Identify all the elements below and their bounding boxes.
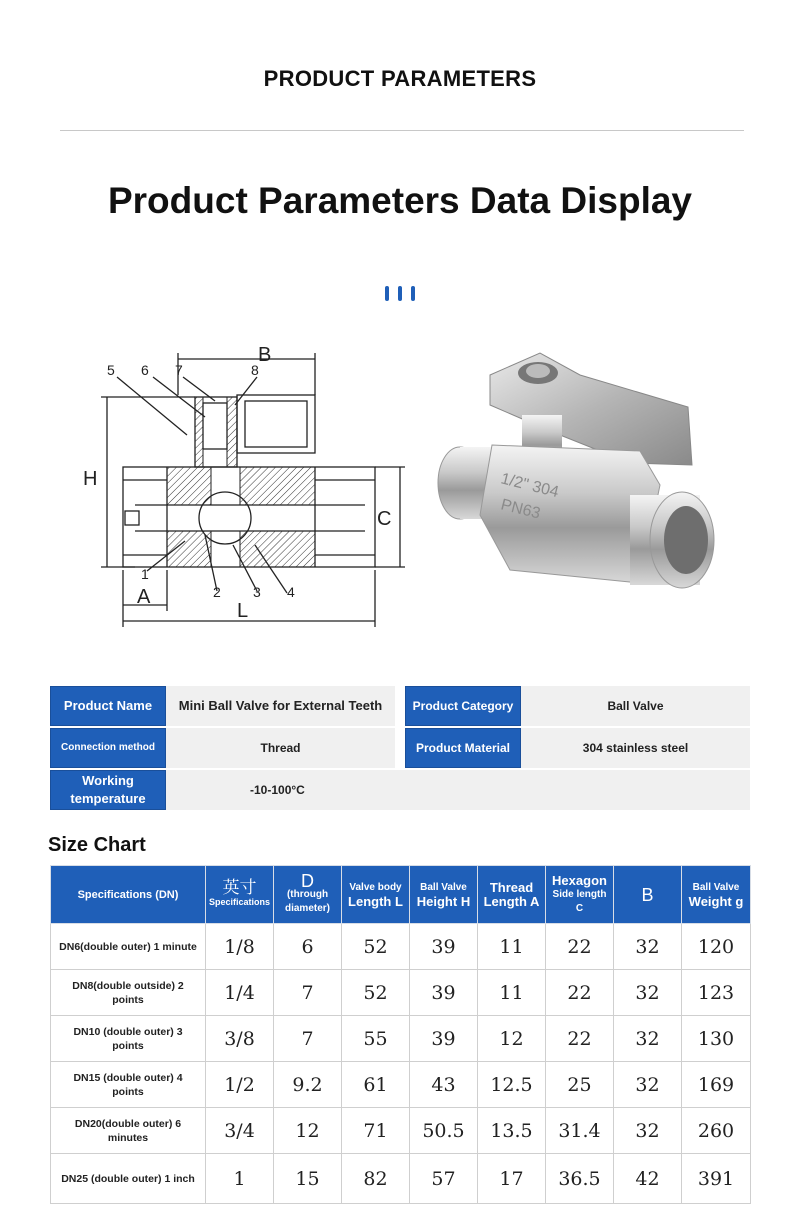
cell-l: 52 xyxy=(342,924,410,970)
part-8-label: 8 xyxy=(251,362,259,378)
table-row xyxy=(51,1062,751,1108)
cell-h: 39 xyxy=(410,970,478,1016)
cell-weight: 123 xyxy=(682,970,751,1016)
cell-d: 12 xyxy=(274,1108,342,1154)
working-temperature-value: -10-100°C xyxy=(166,770,750,810)
cell-c: 22 xyxy=(546,924,614,970)
param-row-2 xyxy=(50,728,750,768)
col-header-height-h: Ball Valve Height H xyxy=(410,866,478,924)
dim-c-label: C xyxy=(377,508,392,530)
col-header-length-a: Thread Length A xyxy=(478,866,546,924)
cell-b: 32 xyxy=(614,924,682,970)
cell-b: 32 xyxy=(614,1016,682,1062)
product-category-label: Product Category xyxy=(405,686,521,726)
cell-l: 71 xyxy=(342,1108,410,1154)
cell-spec: DN6(double outer) 1 minute xyxy=(51,924,206,970)
cell-c: 31.4 xyxy=(546,1108,614,1154)
product-category-value: Ball Valve xyxy=(521,686,750,726)
valve-marking-size: 1/2" 304 xyxy=(499,470,561,502)
part-1-label: 1 xyxy=(141,566,149,582)
page-title: Product Parameters Data Display xyxy=(107,180,692,221)
cell-b: 42 xyxy=(614,1154,682,1204)
dim-l-label: L xyxy=(237,600,249,622)
cell-inch: 1/4 xyxy=(206,970,274,1016)
dim-b-label: B xyxy=(258,344,272,366)
cell-h: 43 xyxy=(410,1062,478,1108)
cell-d: 7 xyxy=(274,1016,342,1062)
cell-l: 61 xyxy=(342,1062,410,1108)
cell-l: 55 xyxy=(342,1016,410,1062)
cell-c: 25 xyxy=(546,1062,614,1108)
cell-c: 22 xyxy=(546,1016,614,1062)
cell-weight: 169 xyxy=(682,1062,751,1108)
section-title: PRODUCT PARAMETERS xyxy=(263,66,537,91)
table-row xyxy=(51,1016,751,1062)
cell-inch: 1 xyxy=(206,1154,274,1204)
decorative-bars xyxy=(385,286,415,301)
col-header-inch: 英寸 Specifications xyxy=(206,866,274,924)
product-material-value: 304 stainless steel xyxy=(521,728,750,768)
part-2-label: 2 xyxy=(213,584,221,600)
table-row xyxy=(51,924,751,970)
param-row-3 xyxy=(50,770,750,810)
cell-h: 39 xyxy=(410,924,478,970)
table-row xyxy=(51,1108,751,1154)
cell-b: 32 xyxy=(614,970,682,1016)
cell-spec: DN10 (double outer) 3 points xyxy=(51,1016,206,1062)
part-3-label: 3 xyxy=(253,584,261,600)
cell-spec: DN15 (double outer) 4 points xyxy=(51,1062,206,1108)
valve-marking-pressure: PN63 xyxy=(499,496,542,523)
cell-spec: DN25 (double outer) 1 inch xyxy=(51,1154,206,1204)
col-header-spec: Specifications (DN) xyxy=(51,866,206,924)
cell-c: 22 xyxy=(546,970,614,1016)
cell-a: 13.5 xyxy=(478,1108,546,1154)
col-header-hexagon-c: Hexagon Side length C xyxy=(546,866,614,924)
connection-method-value: Thread xyxy=(166,728,395,768)
part-4-label: 4 xyxy=(287,584,295,600)
cell-weight: 120 xyxy=(682,924,751,970)
table-row xyxy=(51,1154,751,1204)
cell-inch: 1/8 xyxy=(206,924,274,970)
cell-d: 6 xyxy=(274,924,342,970)
col-header-b: B xyxy=(614,866,682,924)
cell-spec: DN20(double outer) 6 minutes xyxy=(51,1108,206,1154)
working-temperature-label: Working temperature xyxy=(50,770,166,810)
cell-weight: 130 xyxy=(682,1016,751,1062)
size-chart-header-row xyxy=(51,866,751,924)
cell-spec: DN8(double outside) 2 points xyxy=(51,970,206,1016)
cell-a: 17 xyxy=(478,1154,546,1204)
cell-weight: 260 xyxy=(682,1108,751,1154)
part-6-label: 6 xyxy=(141,362,149,378)
part-5-label: 5 xyxy=(107,362,115,378)
cell-inch: 3/8 xyxy=(206,1016,274,1062)
param-row-1 xyxy=(50,686,750,726)
table-row xyxy=(51,970,751,1016)
cell-h: 57 xyxy=(410,1154,478,1204)
cell-a: 11 xyxy=(478,970,546,1016)
cell-l: 82 xyxy=(342,1154,410,1204)
cell-b: 32 xyxy=(614,1108,682,1154)
dim-a-label: A xyxy=(137,586,151,608)
cell-inch: 3/4 xyxy=(206,1108,274,1154)
cell-a: 12.5 xyxy=(478,1062,546,1108)
cell-l: 52 xyxy=(342,970,410,1016)
dim-h-label: H xyxy=(83,468,98,490)
col-header-d: D (through diameter) xyxy=(274,866,342,924)
cell-d: 9.2 xyxy=(274,1062,342,1108)
part-7-label: 7 xyxy=(175,362,183,378)
product-name-value: Mini Ball Valve for External Teeth xyxy=(166,686,395,726)
cell-d: 7 xyxy=(274,970,342,1016)
size-chart-title: Size Chart xyxy=(48,834,146,856)
cell-h: 39 xyxy=(410,1016,478,1062)
ball-valve-photo xyxy=(430,345,730,615)
connection-method-label: Connection method xyxy=(50,728,166,768)
cell-h: 50.5 xyxy=(410,1108,478,1154)
cell-a: 12 xyxy=(478,1016,546,1062)
cell-weight: 391 xyxy=(682,1154,751,1204)
col-header-weight: Ball Valve Weight g xyxy=(682,866,751,924)
cell-inch: 1/2 xyxy=(206,1062,274,1108)
product-material-label: Product Material xyxy=(405,728,521,768)
cell-b: 32 xyxy=(614,1062,682,1108)
size-chart-table xyxy=(50,865,751,1204)
cell-c: 36.5 xyxy=(546,1154,614,1204)
cell-d: 15 xyxy=(274,1154,342,1204)
valve-cross-section-drawing xyxy=(75,335,415,630)
divider xyxy=(60,130,744,131)
product-name-label: Product Name xyxy=(50,686,166,726)
cell-a: 11 xyxy=(478,924,546,970)
col-header-length-l: Valve body Length L xyxy=(342,866,410,924)
